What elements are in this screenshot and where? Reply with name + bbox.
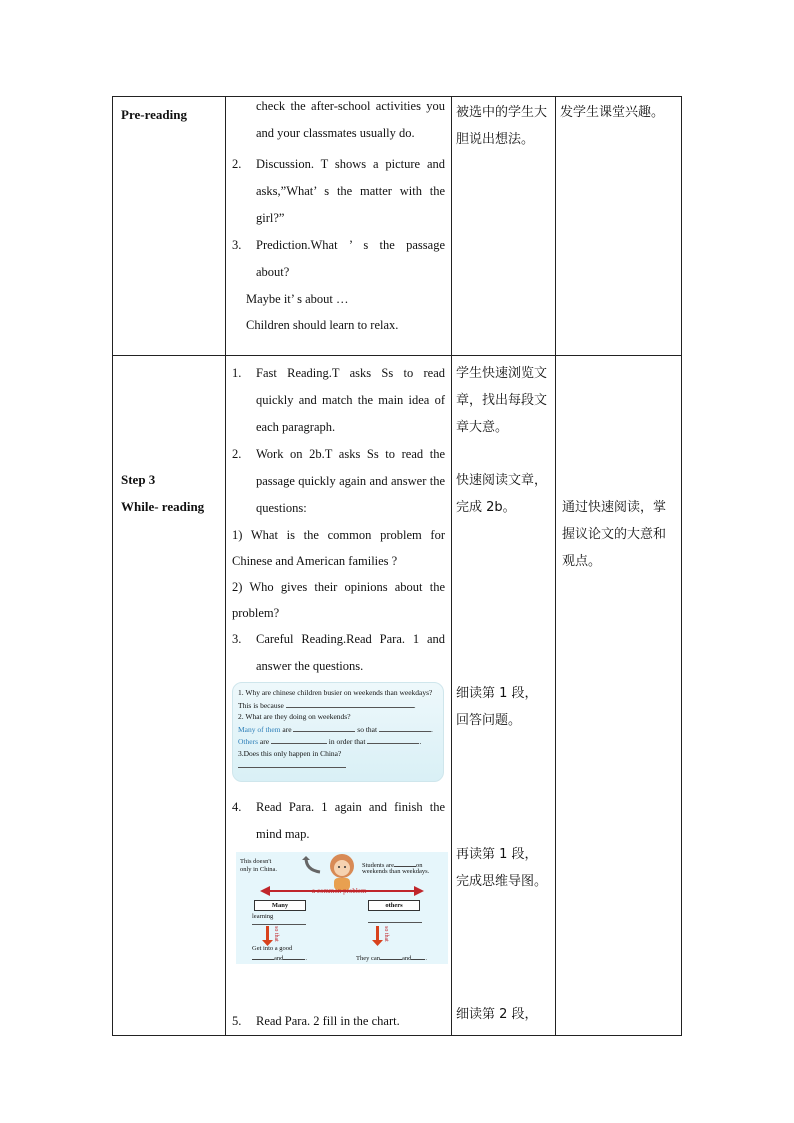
student-activity-text: 细读第 2 段， bbox=[456, 1007, 538, 1022]
procedure-item: 3. Careful Reading.Read Para. 1 and answer the questions. bbox=[232, 632, 445, 673]
stage-label: Step 3 bbox=[121, 472, 156, 487]
stage-cell bbox=[113, 97, 226, 356]
worksheet-image: 1. Why are chinese children busier on weekends than weekdays? This is because . 2. What are they doing on weekends? Many of them are so that . Others are in order that . 3.Does this only happen in China? bbox=[232, 682, 444, 782]
lesson-plan-table bbox=[112, 96, 682, 1036]
stage-label: Pre-reading bbox=[121, 107, 187, 122]
mind-map-center-label: a common problem bbox=[312, 887, 367, 895]
student-activity-cell bbox=[452, 356, 556, 1036]
procedure-item: 1. Fast Reading.T asks Ss to read quickly and match the main idea of each paragraph. bbox=[232, 366, 445, 434]
student-activity-text: 被选中的学生大胆说出想法。 bbox=[456, 105, 548, 147]
purpose-cell bbox=[556, 97, 682, 356]
procedure-item: 4. Read Para. 1 again and finish the mind map. bbox=[232, 800, 445, 841]
curved-arrow-icon bbox=[302, 856, 324, 874]
procedure-item: 2. Work on 2b.T asks Ss to read the passage quickly again and answer the questions: bbox=[232, 447, 445, 515]
stage-label: While- reading bbox=[121, 499, 205, 514]
student-activity-text: 再读第 1 段，完成思维导图。 bbox=[456, 847, 548, 889]
procedure-cell bbox=[226, 97, 452, 356]
arrow-right-icon bbox=[414, 886, 424, 896]
note-line: Maybe it’ s about … bbox=[246, 292, 349, 306]
question-line: 2) Who gives their opinions about the problem? bbox=[232, 580, 445, 620]
procedure-item: 5. Read Para. 2 fill in the chart. bbox=[232, 1014, 400, 1028]
mind-map-box: Many bbox=[254, 900, 306, 911]
procedure-item: 3. Prediction.What ’ s the passage about? bbox=[232, 238, 445, 279]
worksheet-question: 3.Does this only happen in China? bbox=[238, 748, 342, 758]
worksheet-question: 1. Why are chinese children busier on weekends than weekdays? bbox=[238, 688, 433, 697]
table-row bbox=[113, 97, 682, 356]
purpose-cell bbox=[556, 356, 682, 1036]
worksheet-question: 2. What are they doing on weekends? bbox=[238, 712, 351, 721]
stage-cell bbox=[113, 356, 226, 1036]
arrow-left-icon bbox=[260, 886, 270, 896]
student-activity-text: 学生快速浏览文章，找出每段文章大意。 bbox=[456, 366, 548, 435]
purpose-text: 发学生课堂兴趣。 bbox=[560, 105, 665, 120]
student-activity-text: 快速阅读文章，完成 2b。 bbox=[456, 473, 548, 515]
question-line: 1) What is the common problem for Chinese and American families ? bbox=[232, 528, 445, 568]
table-row bbox=[113, 356, 682, 1036]
girl-figure-icon bbox=[324, 852, 360, 892]
mind-map-box: others bbox=[368, 900, 420, 911]
note-line: Children should learn to relax. bbox=[246, 318, 399, 332]
purpose-text: 通过快速阅读，掌握议论文的大意和观点。 bbox=[562, 500, 667, 569]
procedure-item: 2. Discussion. T shows a picture and asks,”What’ s the matter with the girl?” bbox=[232, 157, 445, 225]
procedure-item: check the after-school activities you and your classmates usually do. bbox=[256, 99, 445, 140]
procedure-cell bbox=[226, 356, 452, 1036]
student-activity-cell bbox=[452, 97, 556, 356]
student-activity-text: 细读第 1 段，回答问题。 bbox=[456, 686, 538, 728]
mind-map-image: This doesn't only in China. Students are on weekends than weekdays. a common problem Many others learning so that so that Get into a good and . They can and . bbox=[236, 852, 448, 964]
